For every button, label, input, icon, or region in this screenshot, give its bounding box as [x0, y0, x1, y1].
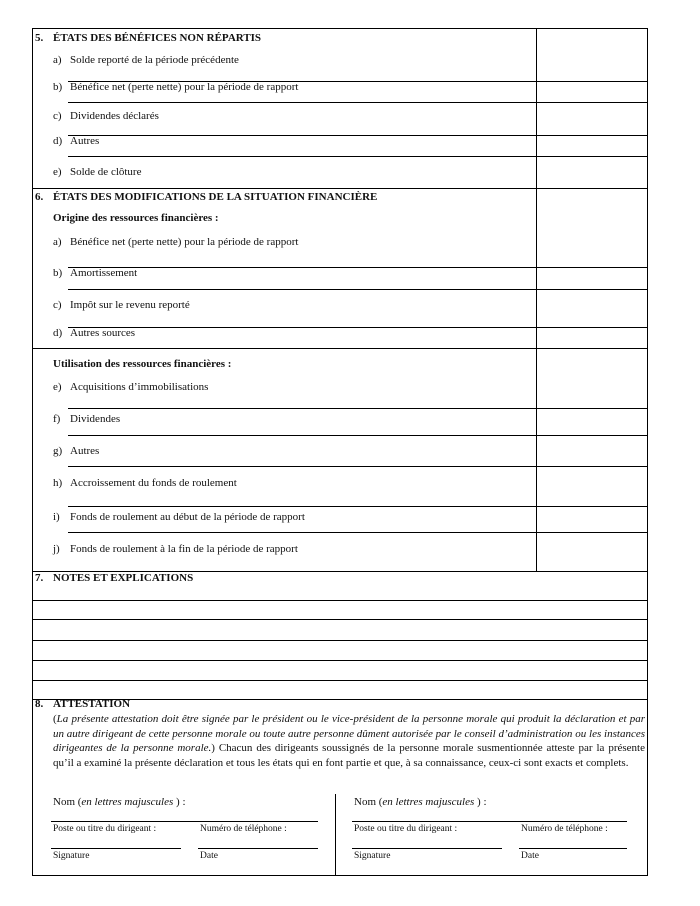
- notes-line-4[interactable]: [33, 660, 647, 661]
- s6-i-letter: i): [53, 511, 60, 523]
- section-5-bottom-border: [33, 188, 647, 189]
- s6-b-letter: b): [53, 267, 63, 279]
- notes-line-1[interactable]: [33, 600, 647, 601]
- left-phone-field[interactable]: [198, 848, 318, 849]
- s6-j-letter: j): [53, 543, 60, 555]
- s6-d-letter: d): [53, 327, 63, 339]
- right-poste-label: Poste ou titre du dirigeant :: [354, 824, 458, 834]
- s6-use-heading: Utilisation des ressources financières :: [53, 358, 232, 370]
- s6-g-value-field[interactable]: [536, 466, 648, 467]
- s6-origin-heading: Origine des ressources financières :: [53, 212, 219, 224]
- s6-a-letter: a): [53, 236, 62, 248]
- attestation-italic-note: La présente attestation doit être signée par le président ou le vice-président de la personne morale qui produit la déclaration et par un autre dirigeant de cette personne morale ou toute autre personne dûment autorisée par le conseil d’administration ou les instances dirigeantes de la personne morale.: [53, 713, 645, 755]
- s5-b-value-field[interactable]: [536, 102, 648, 103]
- section-7-title: NOTES ET EXPLICATIONS: [53, 572, 194, 584]
- s6-e-value-field[interactable]: [536, 408, 648, 409]
- section-5-number: 5.: [35, 32, 44, 44]
- s5-d-label: Autres: [70, 135, 100, 147]
- left-poste-field[interactable]: [51, 848, 181, 849]
- s6-c-letter: c): [53, 299, 62, 311]
- s6-h-label: Accroissement du fonds de roulement: [70, 477, 237, 489]
- left-signature-label: Signature: [53, 851, 90, 861]
- s6-h-letter: h): [53, 477, 63, 489]
- signatory-divider: [335, 794, 336, 876]
- notes-line-2[interactable]: [33, 619, 647, 620]
- right-poste-field[interactable]: [352, 848, 502, 849]
- attestation-body: Chacun des dirigeants soussignés de la personne morale susmentionnée atteste par la présente qu’il a examiné la présente déclaration et tous les états qui en font partie et que, à sa connaissance, ceux-ci sont exacts et complets.: [53, 742, 645, 769]
- section-6-number: 6.: [35, 191, 44, 203]
- section-8-title: ATTESTATION: [53, 698, 131, 710]
- s5-d-line: [68, 156, 536, 157]
- s6-i-line: [68, 532, 536, 533]
- notes-line-3[interactable]: [33, 640, 647, 641]
- s5-b-line: [68, 102, 536, 103]
- s6-f-value-field[interactable]: [536, 435, 648, 436]
- s5-a-label: Solde reporté de la période précédente: [70, 54, 239, 66]
- s6-d-line: [33, 348, 647, 349]
- right-date-label: Date: [521, 851, 539, 861]
- s5-c-letter: c): [53, 110, 62, 122]
- s6-c-label: Impôt sur le revenu reporté: [70, 299, 190, 311]
- s6-f-letter: f): [53, 413, 61, 425]
- s5-e-label: Solde de clôture: [70, 166, 142, 178]
- left-nom-field[interactable]: [51, 821, 318, 822]
- s6-a-line: [68, 267, 536, 268]
- notes-line-5[interactable]: [33, 680, 647, 681]
- s5-b-letter: b): [53, 81, 63, 93]
- s5-c-label: Dividendes déclarés: [70, 110, 159, 122]
- s5-b-label: Bénéfice net (perte nette) pour la période de rapport: [70, 81, 299, 93]
- s6-a-value-field[interactable]: [536, 267, 648, 268]
- s6-d-label: Autres sources: [70, 327, 136, 339]
- s6-j-label: Fonds de roulement à la fin de la période de rapport: [70, 543, 298, 555]
- section-7-number: 7.: [35, 572, 44, 584]
- s5-d-value-field[interactable]: [536, 156, 648, 157]
- s5-e-letter: e): [53, 166, 62, 178]
- s5-c-value-field[interactable]: [536, 135, 648, 136]
- s6-g-label: Autres: [70, 445, 100, 457]
- section-8-number: 8.: [35, 698, 44, 710]
- s6-f-label: Dividendes: [70, 413, 121, 425]
- s5-c-line: [68, 135, 536, 136]
- left-date-label: Date: [200, 851, 218, 861]
- s6-e-line: [68, 408, 536, 409]
- s6-c-value-field[interactable]: [536, 327, 648, 328]
- value-column-divider: [536, 29, 537, 571]
- s6-g-letter: g): [53, 445, 63, 457]
- s6-h-value-field[interactable]: [536, 506, 648, 507]
- s6-e-label: Acquisitions d’immobilisations: [70, 381, 209, 393]
- s6-h-line: [68, 506, 536, 507]
- s6-i-value-field[interactable]: [536, 532, 648, 533]
- right-signature-label: Signature: [354, 851, 391, 861]
- right-nom-label: Nom (en lettres majuscules ) :: [354, 796, 487, 808]
- attestation-text: (La présente attestation doit être signée par le président ou le vice-président de la personne morale qui produit la déclaration et par un autre dirigeant de cette personne morale ou toute autre personne dûment autorisée par le conseil d’administration ou les instances dirigeantes de la personne morale.) Chacun des dirigeants soussignés de la personne morale susmentionnée atteste par la présente qu’il a examiné la présente déclaration et tous les états qui en font partie et que, à sa connaissance, ceux-ci sont exacts et complets.: [53, 713, 645, 769]
- s6-c-line: [68, 327, 536, 328]
- s6-f-line: [68, 435, 536, 436]
- s5-d-letter: d): [53, 135, 63, 147]
- section-5-title: ÉTATS DES BÉNÉFICES NON RÉPARTIS: [53, 32, 262, 44]
- s6-b-value-field[interactable]: [536, 289, 648, 290]
- left-poste-label: Poste ou titre du dirigeant :: [53, 824, 157, 834]
- section-6-title: ÉTATS DES MODIFICATIONS DE LA SITUATION FINANCIÈRE: [53, 191, 378, 203]
- s6-b-line: [68, 289, 536, 290]
- right-phone-label: Numéro de téléphone :: [521, 824, 608, 834]
- s6-g-line: [68, 466, 536, 467]
- left-nom-label: Nom (en lettres majuscules ) :: [53, 796, 186, 808]
- s6-i-label: Fonds de roulement au début de la période de rapport: [70, 511, 305, 523]
- s6-e-letter: e): [53, 381, 62, 393]
- right-phone-field[interactable]: [519, 848, 627, 849]
- left-phone-label: Numéro de téléphone :: [200, 824, 287, 834]
- s5-a-value-field[interactable]: [536, 81, 648, 82]
- form-page: [32, 28, 648, 876]
- s5-a-letter: a): [53, 54, 62, 66]
- s6-a-label: Bénéfice net (perte nette) pour la période de rapport: [70, 236, 299, 248]
- s6-b-label: Amortissement: [70, 267, 138, 279]
- right-nom-field[interactable]: [352, 821, 627, 822]
